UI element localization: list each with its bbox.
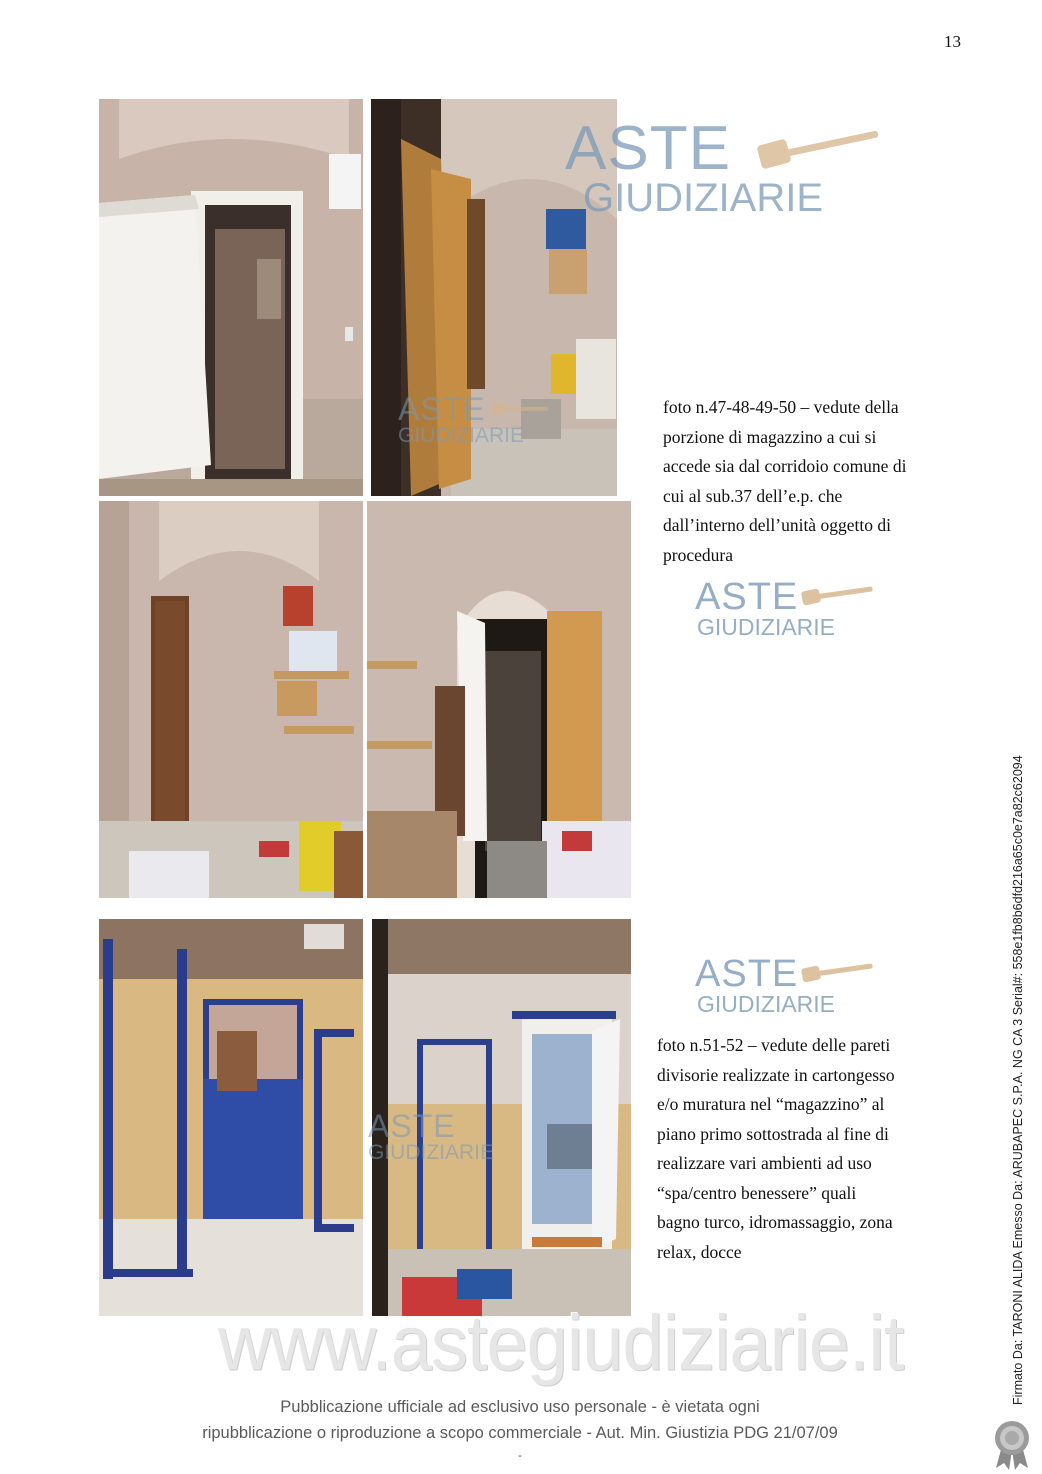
caption-line: e/o muratura nel “magazzino” al [657, 1094, 885, 1114]
gavel-icon [755, 128, 885, 188]
caption-line: realizzare vari ambienti ad uso [657, 1153, 872, 1173]
caption-line: dall’interno dell’unità oggetto di [663, 515, 891, 535]
photo-caption-51-52 [657, 1031, 927, 1267]
digital-signature-text: Firmato Da: TARONI ALIDA Emesso Da: ARUBAPEC S.P.A. NG CA 3 Serial#: 558e1fb8b6dfd216a65c0e7a82c62094 [1011, 755, 1025, 1405]
caption-line: piano primo sottostrada al fine di [657, 1123, 889, 1144]
watermark-aste-text: ASTE [695, 953, 799, 995]
caption-line: foto n.47-48-49-50 – vedute della [663, 397, 899, 417]
caption-line: foto n.51-52 – vedute delle pareti [657, 1035, 891, 1055]
caption-line: “spa/centro benessere” quali [657, 1182, 857, 1203]
watermark-aste-text: ASTE [398, 391, 486, 427]
watermark-logo-medium-1 [695, 578, 875, 643]
caption-line: divisorie realizzate in cartongesso [657, 1064, 895, 1085]
watermark-giudiziarie-text: GIUDIZIARIE [697, 991, 836, 1017]
photo-49 [99, 501, 363, 898]
watermark-giudiziarie-text: GIUDIZIARIE [398, 424, 525, 447]
footer-line-1: Pubblicazione ufficiale ad esclusivo uso personale - è vietata ogni [280, 1398, 760, 1416]
gavel-icon [800, 959, 875, 991]
watermark-giudiziarie-text: GIUDIZIARIE [368, 1141, 495, 1164]
photo-48 [371, 99, 617, 496]
footer-dash: - [518, 1448, 522, 1462]
photo-52 [372, 919, 631, 1316]
caption-line: cui al sub.37 dell’e.p. che [663, 485, 843, 506]
photo-51 [99, 919, 363, 1316]
caption-line: accede sia dal corridoio comune di [663, 456, 907, 476]
caption-line: procedura [663, 544, 733, 565]
photo-caption-47-50 [663, 393, 933, 570]
watermark-logo-medium-2 [695, 955, 875, 1020]
caption-line: porzione di magazzino a cui si [663, 426, 877, 447]
caption-line: relax, docce [657, 1241, 742, 1262]
seal-ribbon-icon [990, 1418, 1034, 1470]
footer-line-2: ripubblicazione o riproduzione a scopo commerciale - Aut. Min. Giustizia PDG 21/07/09 [202, 1424, 838, 1442]
gavel-icon [800, 582, 875, 614]
watermark-aste-text: ASTE [368, 1108, 456, 1144]
watermark-giudiziarie-text: GIUDIZIARIE [583, 176, 824, 220]
watermark-aste-text: ASTE [695, 576, 799, 618]
photo-50 [367, 501, 631, 898]
watermark-giudiziarie-text: GIUDIZIARIE [697, 614, 836, 640]
photo-47 [99, 99, 363, 496]
watermark-url: www.astegiudiziarie.it [218, 1299, 904, 1387]
caption-line: bagno turco, idromassaggio, zona [657, 1212, 893, 1232]
watermark-aste-text: ASTE [565, 114, 731, 183]
page-number: 13 [944, 32, 961, 51]
